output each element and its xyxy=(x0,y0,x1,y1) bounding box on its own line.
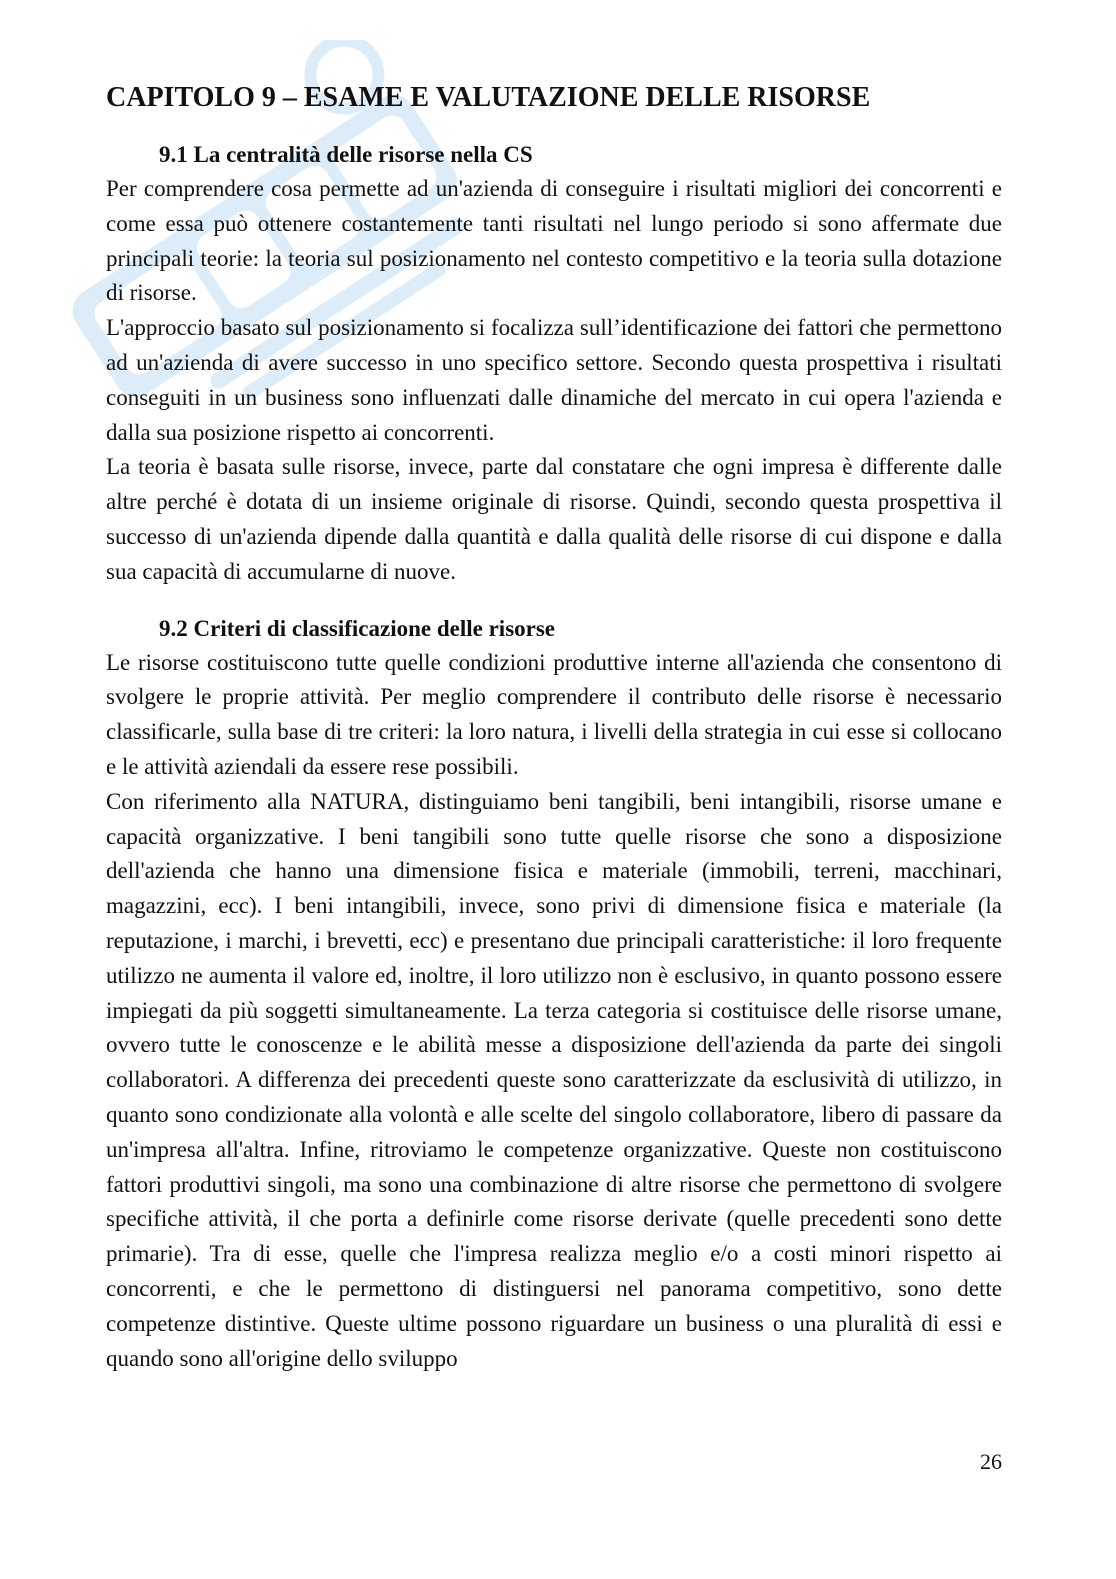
paragraph: Con riferimento alla NATURA, distinguiamo beni tangibili, beni intangibili, risorse umane e capacità organizzative. I beni tangibili sono tutte quelle risorse che sono a disposizione dell'azienda che hanno una dimensione fisica e materiale (immobili, terreni, macchinari, magazzini, ecc). I beni intangibili, invece, sono privi di dimensione fisica e materiale (la reputazione, i marchi, i brevetti, ecc) e presentano due principali caratteristiche: il loro frequente utilizzo ne aumenta il valore ed, inoltre, il loro utilizzo non è esclusivo, in quanto possono essere impiegati da più soggetti simultaneamente. La terza categoria si costituisce delle risorse umane, ovvero tutte le conoscenze e le abilità messe a disposizione dell'azienda da parte dei singoli collaboratori. A differenza dei precedenti queste sono caratterizzate da esclusività di utilizzo, in quanto sono condizionate alla volontà e alle scelte del singolo collaboratore, libero di passare da un'impresa all'altra. Infine, ritroviamo le competenze organizzative. Queste non costituiscono fattori produttivi singoli, ma sono una combinazione di altre risorse che permettono di svolgere specifiche attività, il che porta a definirle come risorse derivate (quelle precedenti sono dette primarie). Tra di esse, quelle che l'impresa realizza meglio e/o a costi minori rispetto ai concorrenti, e che le permettono di distinguersi nel panorama competitivo, sono dette competenze distintive. Queste ultime possono riguardare un business o una pluralità di essi e quando sono all'origine dello sviluppo xyxy=(106,788,1002,1371)
section-9-1 xyxy=(106,138,1002,590)
paragraph: Per comprendere cosa permette ad un'azienda di conseguire i risultati migliori dei concorrenti e come essa può ottenere costantemente tanti risultati nel lungo periodo si sono affermate due principali teorie: la teoria sul posizionamento nel contesto competitivo e la teoria sulla dotazione di risorse. xyxy=(106,176,1002,306)
section-heading: 9.1 La centralità delle risorse nella CS xyxy=(159,142,533,167)
section-spacer xyxy=(106,590,1002,612)
section-9-2 xyxy=(106,612,1002,1377)
paragraph: Le risorse costituiscono tutte quelle condizioni produttive interne all'azienda che consentono di svolgere le proprie attività. Per meglio comprendere il contributo delle risorse è necessario classificarle, sulla base di tre criteri: la loro natura, i livelli della strategia in cui esse si collocano e le attività aziendali da essere rese possibili. xyxy=(106,649,1002,779)
page-content xyxy=(106,80,1002,1376)
paragraph: L'approccio basato sul posizionamento si focalizza sull’identificazione dei fattori che permettono ad un'azienda di avere successo in uno specifico settore. Secondo questa prospettiva i risultati conseguiti in un business sono influenzati dalle dinamiche del mercato in cui opera l'azienda e dalla sua posizione rispetto ai concorrenti. xyxy=(106,315,1002,445)
page-number: 26 xyxy=(980,1449,1002,1474)
paragraph: La teoria è basata sulle risorse, invece, parte dal constatare che ogni impresa è differente dalle altre perché è dotata di un insieme originale di risorse. Quindi, secondo questa prospettiva il successo di un'azienda dipende dalla quantità e dalla qualità delle risorse di cui dispone e dalla sua capacità di accumularne di nuove. xyxy=(106,454,1002,584)
chapter-title: CAPITOLO 9 – ESAME E VALUTAZIONE DELLE RISORSE xyxy=(106,82,871,113)
section-heading: 9.2 Criteri di classificazione delle risorse xyxy=(159,615,556,641)
